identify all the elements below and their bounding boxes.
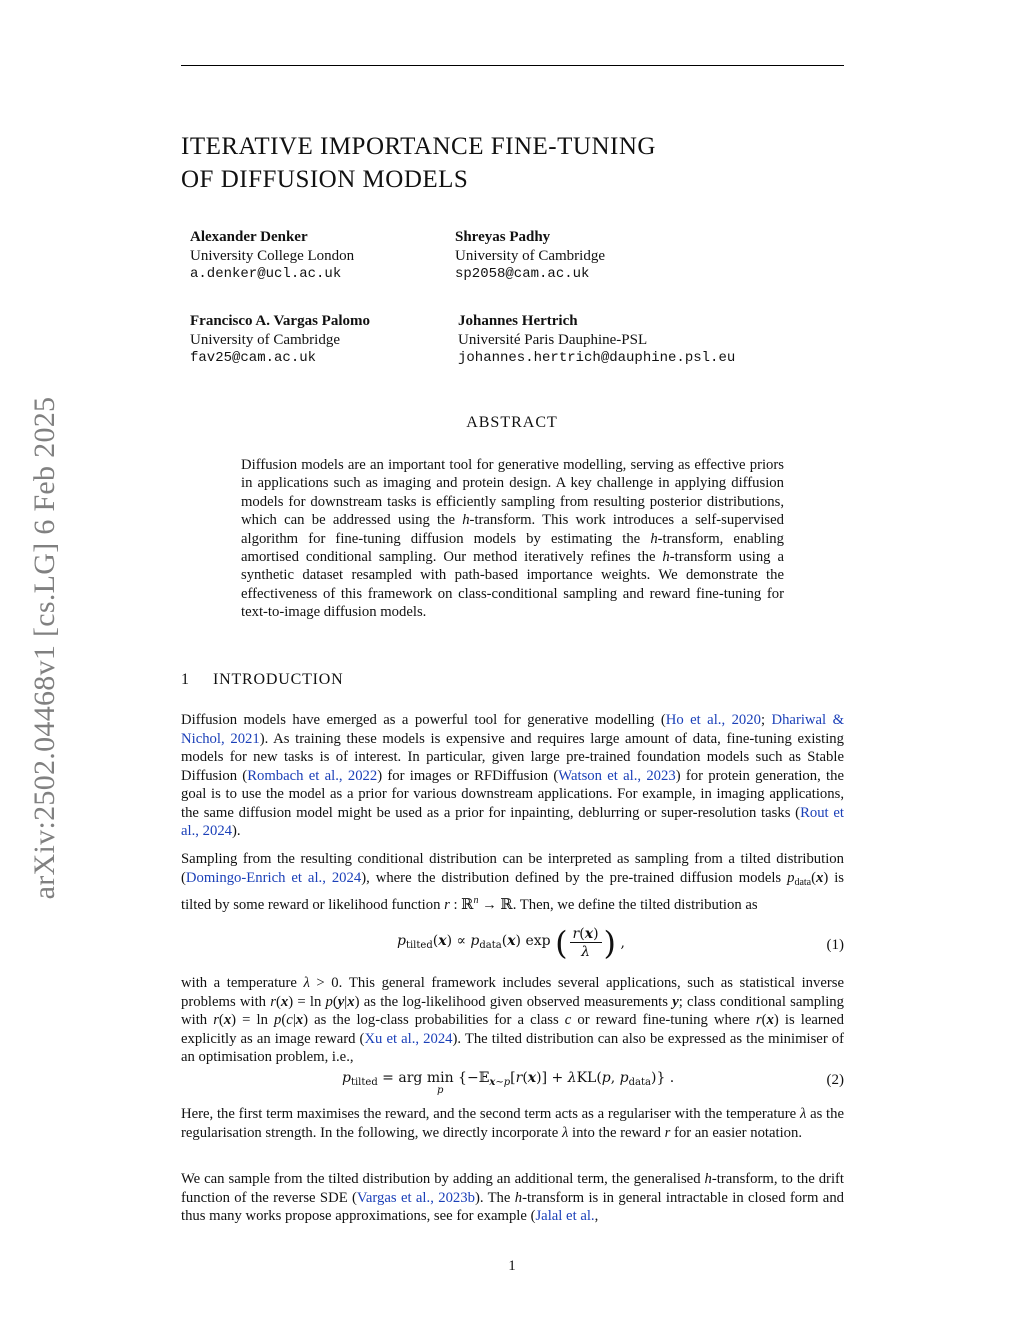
author-affiliation: University of Cambridge	[190, 331, 340, 348]
author-block	[458, 312, 735, 368]
paragraph: Diffusion models have emerged as a powerful tool for generative modelling (Ho et al., 2020; Dhariwal & Nichol, 2021). As training these models is expensive and requires large amount of data, fine-tuning existing models for new tasks is of interest. In particular, given large pre-trained foundation models such as Stable Diffusion (Rombach et al., 2022) for images or RFDiffusion (Watson et al., 2023) for protein generation, the goal is to use the model as a prior for various downstream applications. For example, in imaging applications, the same diffusion model might be used as a prior for inpainting, deblurring or super-resolution tasks (Rout et al., 2024).	[181, 712, 845, 839]
equation-number: (1)	[826, 937, 844, 953]
citation-link[interactable]: Watson et al., 2023	[558, 767, 676, 784]
author-email[interactable]: sp2058@cam.ac.uk	[455, 266, 590, 282]
section-heading	[181, 671, 343, 689]
paragraph: We can sample from the tilted distribution by adding an additional term, the generalised h-transform, to the drift function of the reverse SDE (Vargas et al., 2023b). The h-transform is in general intractable in closed form and thus many works propose approximations, see for example (Jalal et al.,	[181, 1171, 845, 1224]
citation-link[interactable]: Rombach et al., 2022	[247, 767, 378, 784]
equation-number: (2)	[826, 1072, 844, 1088]
section-title: INTRODUCTION	[213, 671, 344, 688]
author-block	[190, 228, 354, 284]
citation-link[interactable]: Xu et al., 2024	[364, 1030, 453, 1047]
page-number: 1	[508, 1258, 516, 1274]
author-affiliation: University of Cambridge	[455, 247, 605, 264]
author-email[interactable]: johannes.hertrich@dauphine.psl.eu	[458, 350, 736, 366]
arxiv-identifier[interactable]: arXiv:2502.04468v1 [cs.LG] 6 Feb 2025	[28, 396, 61, 900]
author-email[interactable]: fav25@cam.ac.uk	[190, 350, 317, 366]
paragraph: Sampling from the resulting conditional distribution can be interpreted as sampling from a tilted distribution (Domingo-Enrich et al., 2024), where the distribution defined by the pre-trained diffusion models $p_{data}(x)$ is tilted by some reward or likelihood function r : ℝ$^n$ → ℝ. Then, we define the tilted distribution as	[181, 851, 845, 913]
top-rule	[181, 65, 844, 66]
abstract-body: Diffusion models are an important tool for generative modelling, serving as effective priors in applications such as imaging and protein design. A key challenge in applying diffusion models for downstream tasks is efficiently sampling from resulting posterior distributions, which can be addressed using the h-transform. This work introduces a self-supervised algorithm for fine-tuning diffusion models by estimating the h-transform, enabling amortised conditional sampling. Our method iteratively refines the h-transform using a synthetic dataset resampled with path-based importance weights. We demonstrate the effectiveness of this framework on class-conditional sampling and reward fine-tuning for text-to-image diffusion models.	[241, 457, 784, 621]
citation-link[interactable]: Dhariwal & Nichol, 2021	[181, 712, 845, 747]
paragraph: with a temperature λ > 0. This general framework includes several applications, such as statistical inverse problems with r(x) = ln p(y|x) as the log-likelihood given observed measurements y; class conditional sampling with r(x) = ln p(c|x) as the log-class probabilities for a class c or reward fine-tuning where r(x) is learned explicitly as an image reward (Xu et al., 2024). The tilted distribution can also be expressed as the minimiser of an optimisation problem, i.e.,	[181, 975, 845, 1065]
abstract-heading: ABSTRACT	[466, 414, 558, 431]
equation-2: $p_{tilted}$ = arg min p {−𝔼$_{x\sim p}$[r(x)] + λKL(p, $p_{data}$)} . (2)	[342, 1070, 844, 1096]
author-block	[455, 228, 605, 284]
citation-link[interactable]: Rout et al., 2024	[181, 804, 844, 839]
title-line-1: ITERATIVE IMPORTANCE FINE-TUNING	[181, 133, 656, 160]
equation-1: $p_{tilted}(x) \propto p_{data}(x)$ exp ( $\frac{r(x)}{\lambda}$ ) , (1)	[397, 924, 844, 962]
author-block	[190, 312, 370, 368]
citation-link[interactable]: Vargas et al., 2023b	[356, 1189, 475, 1206]
section-number: 1	[181, 671, 190, 688]
paragraph: Here, the first term maximises the reward, and the second term acts as a regulariser with the temperature λ as the regularisation strength. In the following, we directly incorporate λ into the reward r for an easier notation.	[181, 1106, 844, 1141]
paper-title	[181, 130, 656, 196]
author-name: Johannes Hertrich	[458, 313, 578, 329]
author-name: Shreyas Padhy	[455, 229, 551, 245]
author-affiliation: University College London	[190, 247, 355, 264]
author-email[interactable]: a.denker@ucl.ac.uk	[190, 266, 342, 282]
author-affiliation: Université Paris Dauphine-PSL	[458, 331, 648, 348]
citation-link[interactable]: Jalal et al.	[535, 1208, 595, 1224]
title-line-2: OF DIFFUSION MODELS	[181, 166, 469, 193]
author-name: Francisco A. Vargas Palomo	[190, 313, 370, 329]
citation-link[interactable]: Domingo-Enrich et al., 2024	[185, 869, 362, 886]
author-name: Alexander Denker	[190, 229, 308, 245]
citation-link[interactable]: Ho et al., 2020	[665, 712, 761, 728]
